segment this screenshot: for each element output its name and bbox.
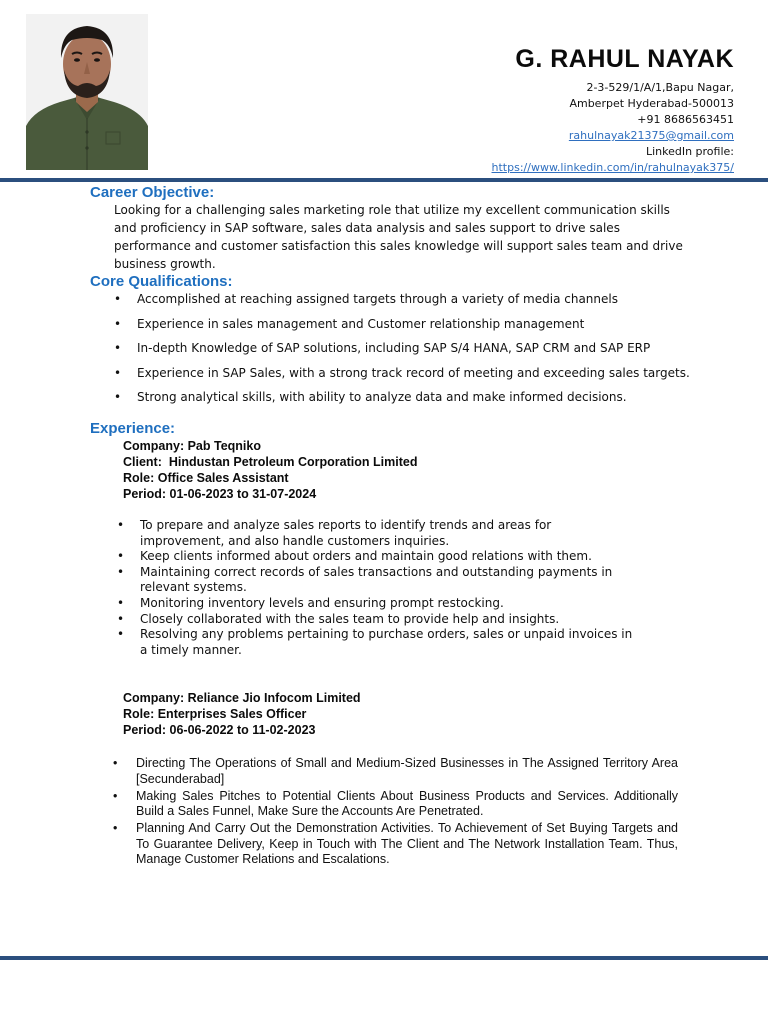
list-item: • Monitoring inventory levels and ensuring prompt restocking. — [117, 596, 637, 612]
address-line-2: Amberpet Hyderabad-500013 — [569, 97, 734, 110]
list-item: • To prepare and analyze sales reports to identify trends and areas for improvement, and also handle customers inquiries. — [117, 518, 637, 549]
job-1-duties — [117, 518, 637, 658]
list-item: • Accomplished at reaching assigned targets through a variety of media channels — [114, 291, 714, 307]
job-2-duties — [113, 756, 678, 869]
career-objective-heading: Career Objective: — [90, 184, 215, 201]
list-item: • Resolving any problems pertaining to purchase orders, sales or unpaid invoices in a timely manner. — [117, 627, 637, 658]
address-line-1: 2-3-529/1/A/1,Bapu Nagar, — [586, 81, 734, 94]
job-1-period: Period: 01-06-2023 to 31-07-2024 — [123, 487, 317, 501]
list-item: • Planning And Carry Out the Demonstration Activities. To Achievement of Set Buying Targets and To Guarantee Delivery, Keep in Touch with The Client and The Network Installation Team. Thus, Manage Customer Relations and Escalations. — [113, 821, 678, 868]
list-item: • Making Sales Pitches to Potential Clients About Business Products and Services. Additionally Build a Sales Funnel, Make Sure the Accounts Are Penetrated. — [113, 789, 678, 820]
job-2-company: Company: Reliance Jio Infocom Limited — [123, 691, 361, 705]
list-item: • Experience in SAP Sales, with a strong track record of meeting and exceeding sales targets. — [114, 365, 714, 381]
candidate-name: G. RAHUL NAYAK — [515, 45, 734, 73]
linkedin-label: LinkedIn profile: — [645, 145, 734, 158]
list-item: • In-depth Knowledge of SAP solutions, including SAP S/4 HANA, SAP CRM and SAP ERP — [114, 340, 714, 356]
phone-number: +91 8686563451 — [637, 113, 734, 126]
core-qualifications-list — [114, 291, 714, 414]
header-divider — [0, 178, 768, 182]
job-1-client: Client: Hindustan Petroleum Corporation Limited — [123, 455, 418, 469]
list-item: • Experience in sales management and Customer relationship management — [114, 316, 714, 332]
job-1-company: Company: Pab Teqniko — [123, 439, 261, 453]
job-2-header — [123, 690, 361, 738]
footer-divider — [0, 956, 768, 960]
career-objective-text: Looking for a challenging sales marketing role that utilize my excellent communication skills and proficiency in SAP software, sales data analysis and sales support to drive sales performance and customer satisfaction this sales knowledge will support sales team and drive business growth. — [114, 203, 683, 271]
linkedin-link[interactable]: https://www.linkedin.com/in/rahulnayak375/ — [491, 161, 734, 174]
profile-photo — [26, 14, 148, 170]
list-item: • Maintaining correct records of sales transactions and outstanding payments in relevant systems. — [117, 565, 637, 596]
list-item: • Strong analytical skills, with ability to analyze data and make informed decisions. — [114, 389, 714, 405]
email-link[interactable]: rahulnayak21375@gmail.com — [568, 129, 734, 142]
contact-header — [492, 44, 734, 176]
list-item: • Directing The Operations of Small and Medium-Sized Businesses in The Assigned Territory Area [Secunderabad] — [113, 756, 678, 787]
core-qualifications-heading: Core Qualifications: — [90, 273, 233, 290]
job-1-header — [123, 438, 417, 502]
job-2-period: Period: 06-06-2022 to 11-02-2023 — [123, 723, 316, 737]
job-1-role: Role: Office Sales Assistant — [123, 471, 289, 485]
profile-photo-illustration — [26, 14, 148, 170]
list-item: • Keep clients informed about orders and maintain good relations with them. — [117, 549, 637, 565]
list-item: • Closely collaborated with the sales team to provide help and insights. — [117, 612, 637, 628]
job-2-role: Role: Enterprises Sales Officer — [123, 707, 307, 721]
experience-heading: Experience: — [90, 420, 176, 437]
